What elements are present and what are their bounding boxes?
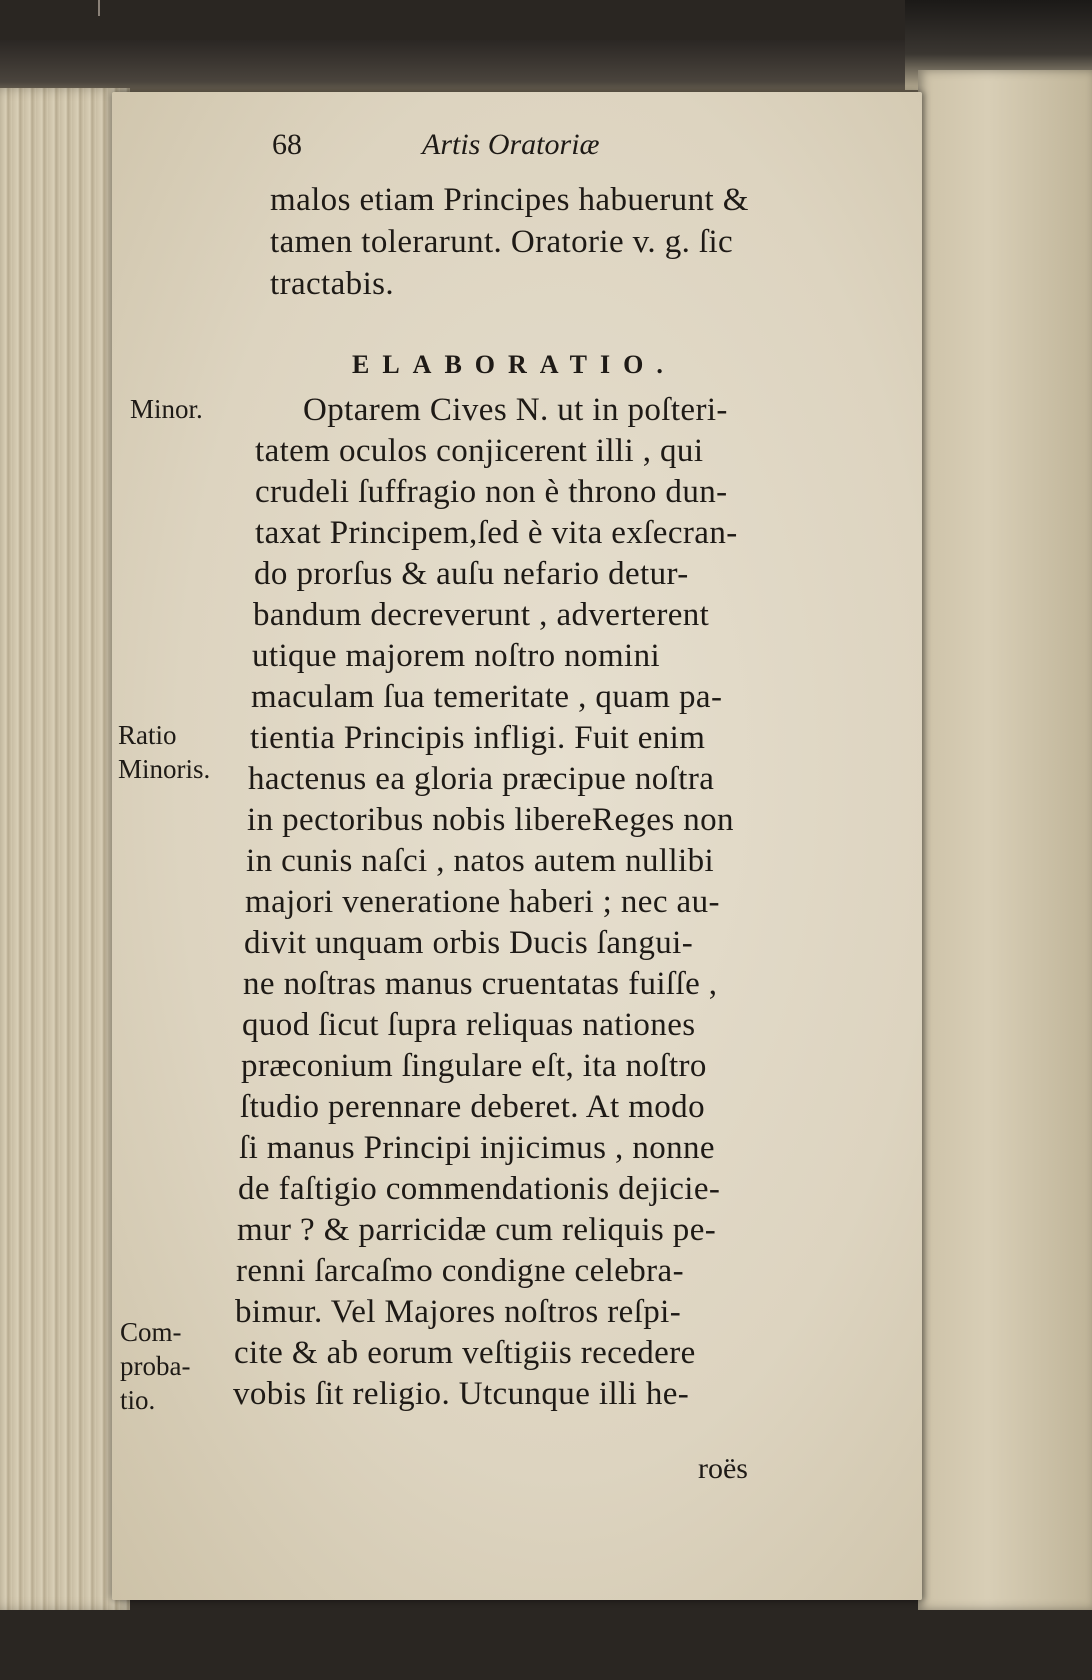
running-title: Artis Oratoriæ <box>422 128 600 161</box>
text-line: taxat Principem,ſed è vita exſecran- <box>255 515 738 551</box>
margin-note-ratio-minoris: Ratio Minoris. <box>118 720 211 784</box>
text-line: bandum decreverunt , adverterent <box>253 597 710 633</box>
page-stack-edge <box>0 88 130 1610</box>
section-heading: ELABORATIO. <box>352 350 676 379</box>
text-line: de faſtigio commendationis dejicie- <box>238 1171 721 1207</box>
text-line: ſi manus Principi injicimus , nonne <box>239 1130 715 1166</box>
text-line: divit unquam orbis Ducis ſangui- <box>244 925 694 961</box>
text-line: cite & ab eorum veſtigiis recedere <box>234 1335 696 1371</box>
margin-note-comprobatio: Com- proba- tio. <box>120 1317 191 1415</box>
text-line: maculam ſua temeritate , quam pa- <box>251 679 723 715</box>
text-line: tamen tolerarunt. Oratorie v. g. ſic <box>270 224 734 260</box>
text-line: utique majorem noſtro nomini <box>252 638 661 674</box>
text-line: malos etiam Principes habuerunt & <box>270 182 749 218</box>
margin-note-minor: Minor. <box>130 394 203 424</box>
text-line: in pectoribus nobis libereReges non <box>247 802 734 838</box>
catchword: roës <box>698 1452 748 1485</box>
text-line: tatem oculos conjicerent illi , qui <box>255 433 704 469</box>
text-line: bimur. Vel Majores noſtros reſpi- <box>235 1294 682 1330</box>
text-line: tractabis. <box>270 266 395 302</box>
binding-shadow <box>0 40 918 100</box>
text-line: tientia Principis infligi. Fuit enim <box>250 720 706 756</box>
facing-page-edge <box>918 70 1092 1610</box>
text-line: præconium ſingulare eſt, ita noſtro <box>241 1048 707 1084</box>
text-line: in cunis naſci , natos autem nullibi <box>246 843 715 879</box>
text-line: do prorſus & auſu nefario detur- <box>254 556 689 592</box>
text-line: Optarem Cives N. ut in poſteri- <box>303 392 728 428</box>
text-line: renni ſarcaſmo condigne celebra- <box>236 1253 684 1289</box>
text-line: hactenus ea gloria præcipue noſtra <box>248 761 715 797</box>
text-line: mur ? & parricidæ cum reliquis pe- <box>237 1212 717 1248</box>
text-line: crudeli ſuffragio non è throno dun- <box>255 474 728 510</box>
text-line: vobis ſit religio. Utcunque illi he- <box>233 1376 690 1412</box>
text-line: quod ſicut ſupra reliquas nationes <box>242 1007 696 1043</box>
page-number: 68 <box>272 128 302 161</box>
running-head <box>272 128 712 168</box>
text-line: ne noſtras manus cruentatas fuiſſe , <box>243 966 718 1002</box>
text-line: ſtudio perennare deberet. At modo <box>240 1089 705 1125</box>
text-line: majori veneratione haberi ; nec au- <box>245 884 720 920</box>
binding-thread <box>98 0 100 16</box>
